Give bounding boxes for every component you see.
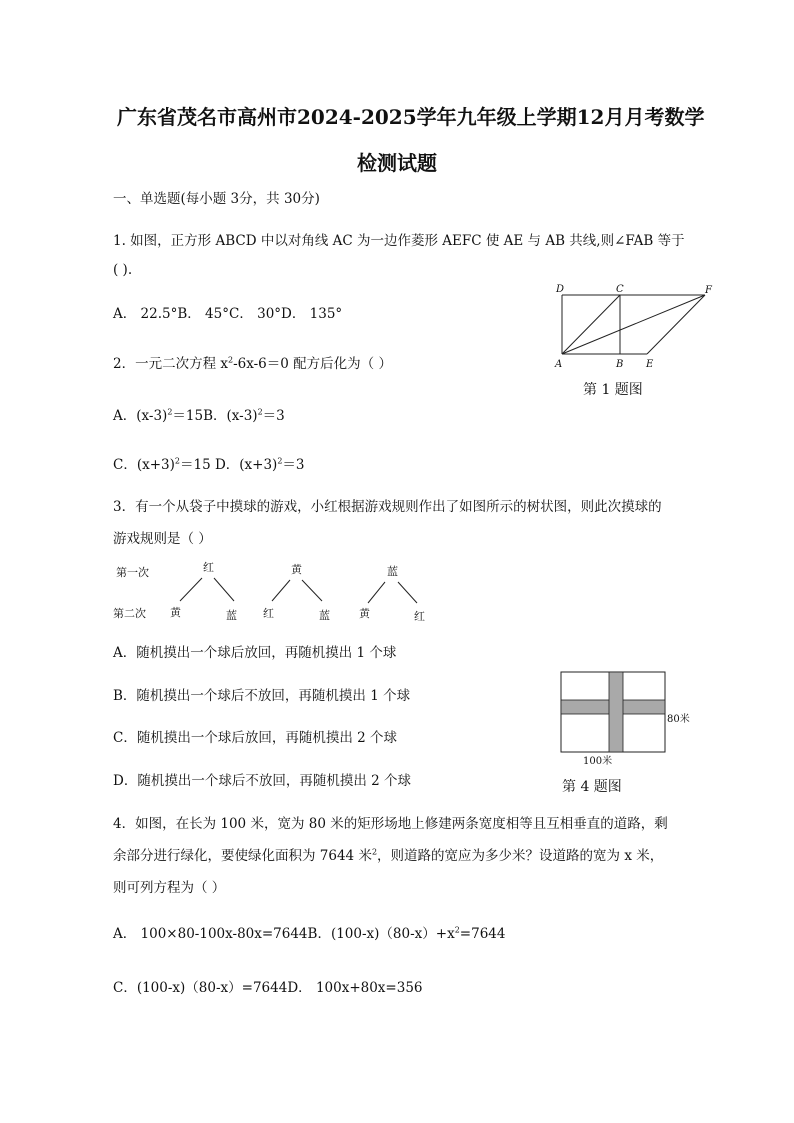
q1-fig-label-a: A xyxy=(555,359,563,370)
q3-tree-row1-label: 第一次 xyxy=(116,566,149,579)
q3-tree-line xyxy=(302,580,322,601)
q4-stem-line3: 则可列方程为（ ） xyxy=(113,880,226,896)
q1-figure xyxy=(550,280,730,400)
q3-tree-line xyxy=(214,578,234,601)
q2-options-ab: A．$(x-3)^2=15B$．$(x-3)^2=3$ xyxy=(113,407,285,424)
q3-tree-branch3-left: 黄 xyxy=(359,607,370,620)
q1-fig-label-f: F xyxy=(705,285,712,296)
q1-fig-label-d: D xyxy=(556,284,565,295)
q3-tree-branch2-left: 红 xyxy=(263,607,274,620)
q3-stem-line1: 3．有一个从袋子中摸球的游戏，小红根据游戏规则作出了如图所示的树状图，则此次摸球的 xyxy=(113,499,662,515)
q1-fig-segment-ef xyxy=(647,295,705,354)
q3-option-c: C．随机摸出一个球后放回，再随机摸出 2 个球 xyxy=(113,730,398,746)
q3-tree-line xyxy=(180,578,202,601)
q3-option-a: A．随机摸出一个球后放回，再随机摸出 1 个球 xyxy=(113,645,397,661)
q3-option-b: B．随机摸出一个球后不放回，再随机摸出 1 个球 xyxy=(113,688,411,704)
q3-stem-line2: 游戏规则是（ ） xyxy=(113,531,212,547)
q2-stem: 2．一元二次方程 $x^2-6x-6=0$ 配方后化为（ ） xyxy=(113,355,392,372)
q4-fig-road-vertical xyxy=(609,672,623,752)
q1-stem-line2: ( ). xyxy=(113,262,133,278)
q4-fig-height-label: 80米 xyxy=(667,714,690,725)
page-title-line1: 广东省茂名市高州市2024-2025学年九年级上学期12月月考数学 xyxy=(117,105,705,129)
q3-tree-branch3-top: 蓝 xyxy=(387,565,398,578)
q3-tree-line xyxy=(272,580,290,601)
q1-fig-label-c: C xyxy=(616,284,624,295)
q4-fig-caption: 第 4 题图 xyxy=(562,779,622,795)
q4-figure xyxy=(555,668,705,798)
q3-tree-branch2-top: 黄 xyxy=(291,563,302,576)
q1-fig-caption: 第 1 题图 xyxy=(583,382,643,398)
q4-fig-width-label: 100米 xyxy=(583,756,613,767)
q1-fig-label-e: E xyxy=(646,359,654,370)
q4-options-cd: C．(100-x)（80-x）=7644D． 100x+80x=356 xyxy=(113,980,423,996)
q3-tree-row2-label: 第二次 xyxy=(113,607,146,620)
q1-fig-segment-ac xyxy=(562,295,620,354)
q3-tree-diagram xyxy=(110,558,440,628)
q1-options: A． 22.5°B． 45°C． 30°D． 135° xyxy=(113,306,343,322)
q1-fig-segment-af xyxy=(562,295,705,354)
q3-tree-line xyxy=(398,582,417,603)
q4-stem-line2: 余部分进行绿化，要使绿化面积为 7644 米$^2$，则道路的宽应为多少米？设道路的宽为 x 米， xyxy=(113,847,664,864)
q3-tree-branch3-right: 红 xyxy=(414,610,425,623)
page-title-line2: 检测试题 xyxy=(357,151,437,175)
q3-option-d: D．随机摸出一个球后不放回，再随机摸出 2 个球 xyxy=(113,773,411,789)
q1-stem-line1: 1. 如图，正方形 ABCD 中以对角线 AC 为一边作菱形 AEFC 使 AE 与 AB 共线,则∠FAB 等于 xyxy=(113,233,685,249)
q1-fig-label-b: B xyxy=(616,359,624,370)
q3-tree-branch1-top: 红 xyxy=(203,561,214,574)
q4-stem-line1: 4．如图，在长为 100 米，宽为 80 米的矩形场地上修建两条宽度相等且互相垂直的道路，剩 xyxy=(113,816,668,832)
q3-tree-branch1-right: 蓝 xyxy=(226,609,237,622)
q2-options-cd: C．$(x+3)^2=15$ D．$(x+3)^2=3$ xyxy=(113,456,305,473)
q3-tree-branch1-left: 黄 xyxy=(170,606,181,619)
section-header: 一、单选题(每小题 3分，共 30分) xyxy=(113,191,320,207)
q4-options-ab: A． 100×80-100x-80x=7644B．$(100-x)(80-x)+x^2=7644$ xyxy=(113,925,506,942)
q3-tree-line xyxy=(368,582,385,603)
q3-tree-branch2-right: 蓝 xyxy=(319,609,330,622)
